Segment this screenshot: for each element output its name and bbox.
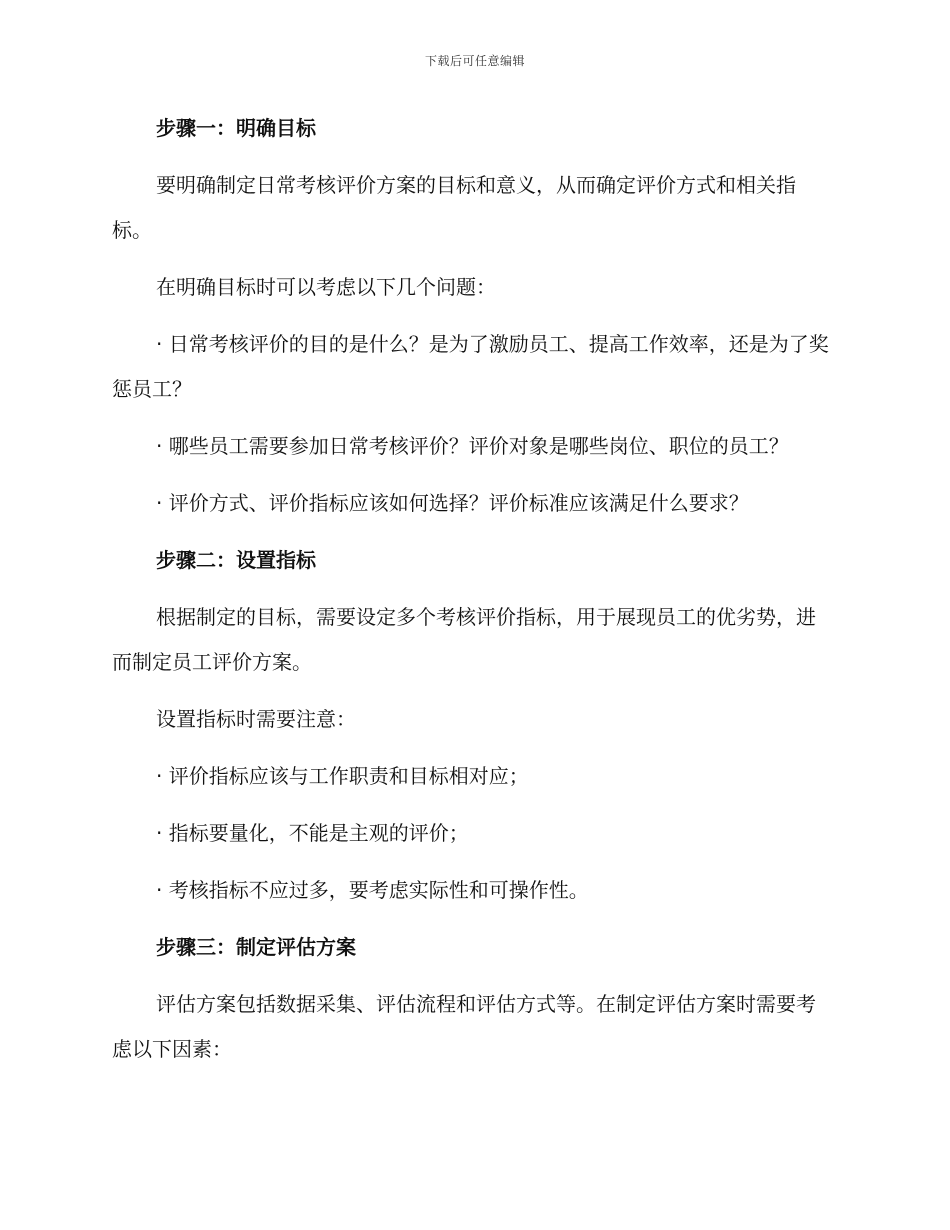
paragraph: 评估方案包括数据采集、评估流程和评估方式等。在制定评估方案时需要考虑以下因素：	[112, 992, 816, 1061]
bullet-item: · 哪些员工需要参加日常考核评价？评价对象是哪些岗位、职位的员工？	[156, 434, 789, 458]
paragraph: 设置指标时需要注意：	[156, 707, 356, 731]
bullet-item: · 日常考核评价的目的是什么？是为了激励员工、提高工作效率，还是为了奖惩员工？	[112, 332, 829, 401]
bullet-item: · 考核指标不应过多，要考虑实际性和可操作性。	[156, 878, 589, 902]
bullet-item: · 评价方式、评价指标应该如何选择？评价标准应该满足什么要求？	[156, 491, 749, 515]
step-two-heading: 步骤二：设置指标	[156, 548, 316, 572]
step-one-heading: 步骤一：明确目标	[156, 116, 316, 140]
paragraph: 要明确制定日常考核评价方案的目标和意义，从而确定评价方式和相关指标。	[112, 173, 796, 242]
bullet-item: · 评价指标应该与工作职责和目标相对应；	[156, 764, 529, 788]
paragraph: 根据制定的目标，需要设定多个考核评价指标，用于展现员工的优劣势，进而制定员工评价方案。	[112, 605, 816, 674]
bullet-item: · 指标要量化，不能是主观的评价；	[156, 821, 469, 845]
step-three-heading: 步骤三：制定评估方案	[156, 935, 356, 959]
page-header: 下载后可任意编辑	[424, 54, 525, 68]
document-body	[112, 106, 832, 1084]
paragraph: 在明确目标时可以考虑以下几个问题：	[156, 275, 496, 299]
